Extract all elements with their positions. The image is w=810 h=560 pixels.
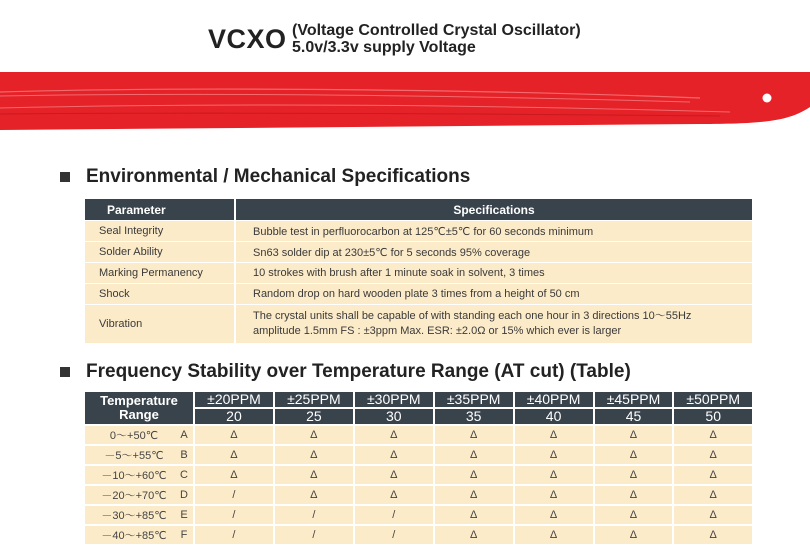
availability-cell: Δ	[673, 485, 752, 505]
table-header-row	[85, 199, 752, 221]
availability-cell: Δ	[354, 425, 434, 445]
grade-code-cell: D	[175, 485, 194, 505]
availability-cell: /	[274, 525, 354, 544]
grade-code-cell: E	[175, 505, 194, 525]
availability-cell: Δ	[354, 465, 434, 485]
availability-cell: Δ	[594, 465, 674, 485]
availability-cell: /	[194, 525, 274, 544]
grade-code-cell: B	[175, 445, 194, 465]
temp-range-cell: 0～+50℃	[85, 425, 175, 445]
table-row	[85, 525, 752, 544]
availability-cell: Δ	[673, 505, 752, 525]
availability-cell: Δ	[274, 445, 354, 465]
availability-cell: Δ	[673, 445, 752, 465]
col-header-ppm: ±50PPM 50	[673, 392, 752, 425]
param-cell: Solder Ability	[85, 242, 235, 263]
availability-cell: Δ	[594, 425, 674, 445]
availability-cell: /	[354, 505, 434, 525]
param-cell: Seal Integrity	[85, 221, 235, 242]
grade-code-cell: F	[175, 525, 194, 544]
availability-cell: /	[194, 505, 274, 525]
square-bullet-icon	[60, 172, 70, 182]
availability-cell: Δ	[434, 425, 514, 445]
spec-cell: Random drop on hard wooden plate 3 times from a height of 50 cm	[235, 284, 752, 305]
red-banner	[0, 72, 810, 132]
freq-stability-table	[85, 392, 752, 544]
availability-cell: Δ	[594, 525, 674, 544]
availability-cell: Δ	[434, 525, 514, 544]
availability-cell: Δ	[194, 425, 274, 445]
square-bullet-icon	[60, 367, 70, 377]
param-cell: Marking Permanency	[85, 263, 235, 284]
col-header-specifications: Specifications	[235, 199, 752, 221]
availability-cell: /	[354, 525, 434, 544]
availability-cell: Δ	[514, 425, 594, 445]
availability-cell: Δ	[514, 505, 594, 525]
banner-dot-icon	[763, 94, 772, 103]
table-row	[85, 221, 752, 242]
temp-range-cell: －10～+60℃	[85, 465, 175, 485]
availability-cell: Δ	[274, 485, 354, 505]
availability-cell: Δ	[354, 485, 434, 505]
col-header-ppm: ±40PPM 40	[514, 392, 594, 425]
env-spec-table	[85, 199, 752, 343]
param-cell: Vibration	[85, 305, 235, 344]
temp-range-cell: －40～+85℃	[85, 525, 175, 544]
availability-cell: Δ	[194, 465, 274, 485]
availability-cell: Δ	[274, 465, 354, 485]
page-title: VCXO	[208, 24, 287, 54]
temp-range-cell: －20～+70℃	[85, 485, 175, 505]
param-cell: Shock	[85, 284, 235, 305]
availability-cell: Δ	[673, 465, 752, 485]
availability-cell: Δ	[274, 425, 354, 445]
col-header-ppm: ±35PPM 35	[434, 392, 514, 425]
availability-cell: Δ	[194, 445, 274, 465]
temp-range-cell: －30～+85℃	[85, 505, 175, 525]
availability-cell: Δ	[434, 485, 514, 505]
col-header-temperature-range: Temperature Range	[85, 392, 194, 425]
table-row	[85, 305, 752, 344]
spec-cell: Sn63 solder dip at 230±5℃ for 5 seconds 95% coverage	[235, 242, 752, 263]
table-row	[85, 445, 752, 465]
availability-cell: /	[194, 485, 274, 505]
table-row	[85, 284, 752, 305]
availability-cell: Δ	[354, 445, 434, 465]
page-header	[0, 0, 810, 150]
col-header-ppm: ±25PPM 25	[274, 392, 354, 425]
spec-line: The crystal units shall be capable of with standing each one hour in 3 directions 10～55Hz	[253, 310, 692, 322]
availability-cell: Δ	[434, 465, 514, 485]
table-row	[85, 242, 752, 263]
freq-section-heading: Frequency Stability over Temperature Range (AT cut) (Table)	[60, 361, 631, 383]
table-row	[85, 485, 752, 505]
spec-cell: 10 strokes with brush after 1 minute soak in solvent, 3 times	[235, 263, 752, 284]
availability-cell: Δ	[514, 485, 594, 505]
grade-code-cell: C	[175, 465, 194, 485]
availability-cell: Δ	[434, 445, 514, 465]
availability-cell: Δ	[514, 525, 594, 544]
availability-cell: Δ	[594, 485, 674, 505]
env-section-heading: Environmental / Mechanical Specifications	[60, 166, 470, 188]
availability-cell: /	[274, 505, 354, 525]
availability-cell: Δ	[673, 525, 752, 544]
col-header-ppm: ±20PPM 20	[194, 392, 274, 425]
table-row	[85, 465, 752, 485]
table-row	[85, 505, 752, 525]
grade-code-cell: A	[175, 425, 194, 445]
col-header-ppm: ±45PPM 45	[594, 392, 674, 425]
temp-range-cell: －5～+55℃	[85, 445, 175, 465]
table-row	[85, 263, 752, 284]
spec-cell: Bubble test in perfluorocarbon at 125℃±5℃ for 60 seconds minimum	[235, 221, 752, 242]
page-subtitle-line1: (Voltage Controlled Crystal Oscillator)	[292, 22, 581, 39]
availability-cell: Δ	[594, 445, 674, 465]
col-header-ppm: ±30PPM 30	[354, 392, 434, 425]
availability-cell: Δ	[514, 445, 594, 465]
availability-cell: Δ	[673, 425, 752, 445]
spec-line: amplitude 1.5mm FS : ±3ppm Max. ESR: ±2.0Ω or 15% which ever is larger	[253, 325, 622, 337]
spec-cell	[235, 305, 752, 344]
col-header-parameter: Parameter	[85, 199, 235, 221]
table-header-row	[85, 392, 752, 425]
availability-cell: Δ	[594, 505, 674, 525]
availability-cell: Δ	[514, 465, 594, 485]
availability-cell: Δ	[434, 505, 514, 525]
page-subtitle-line2: 5.0v/3.3v supply Voltage	[292, 39, 476, 56]
table-row	[85, 425, 752, 445]
